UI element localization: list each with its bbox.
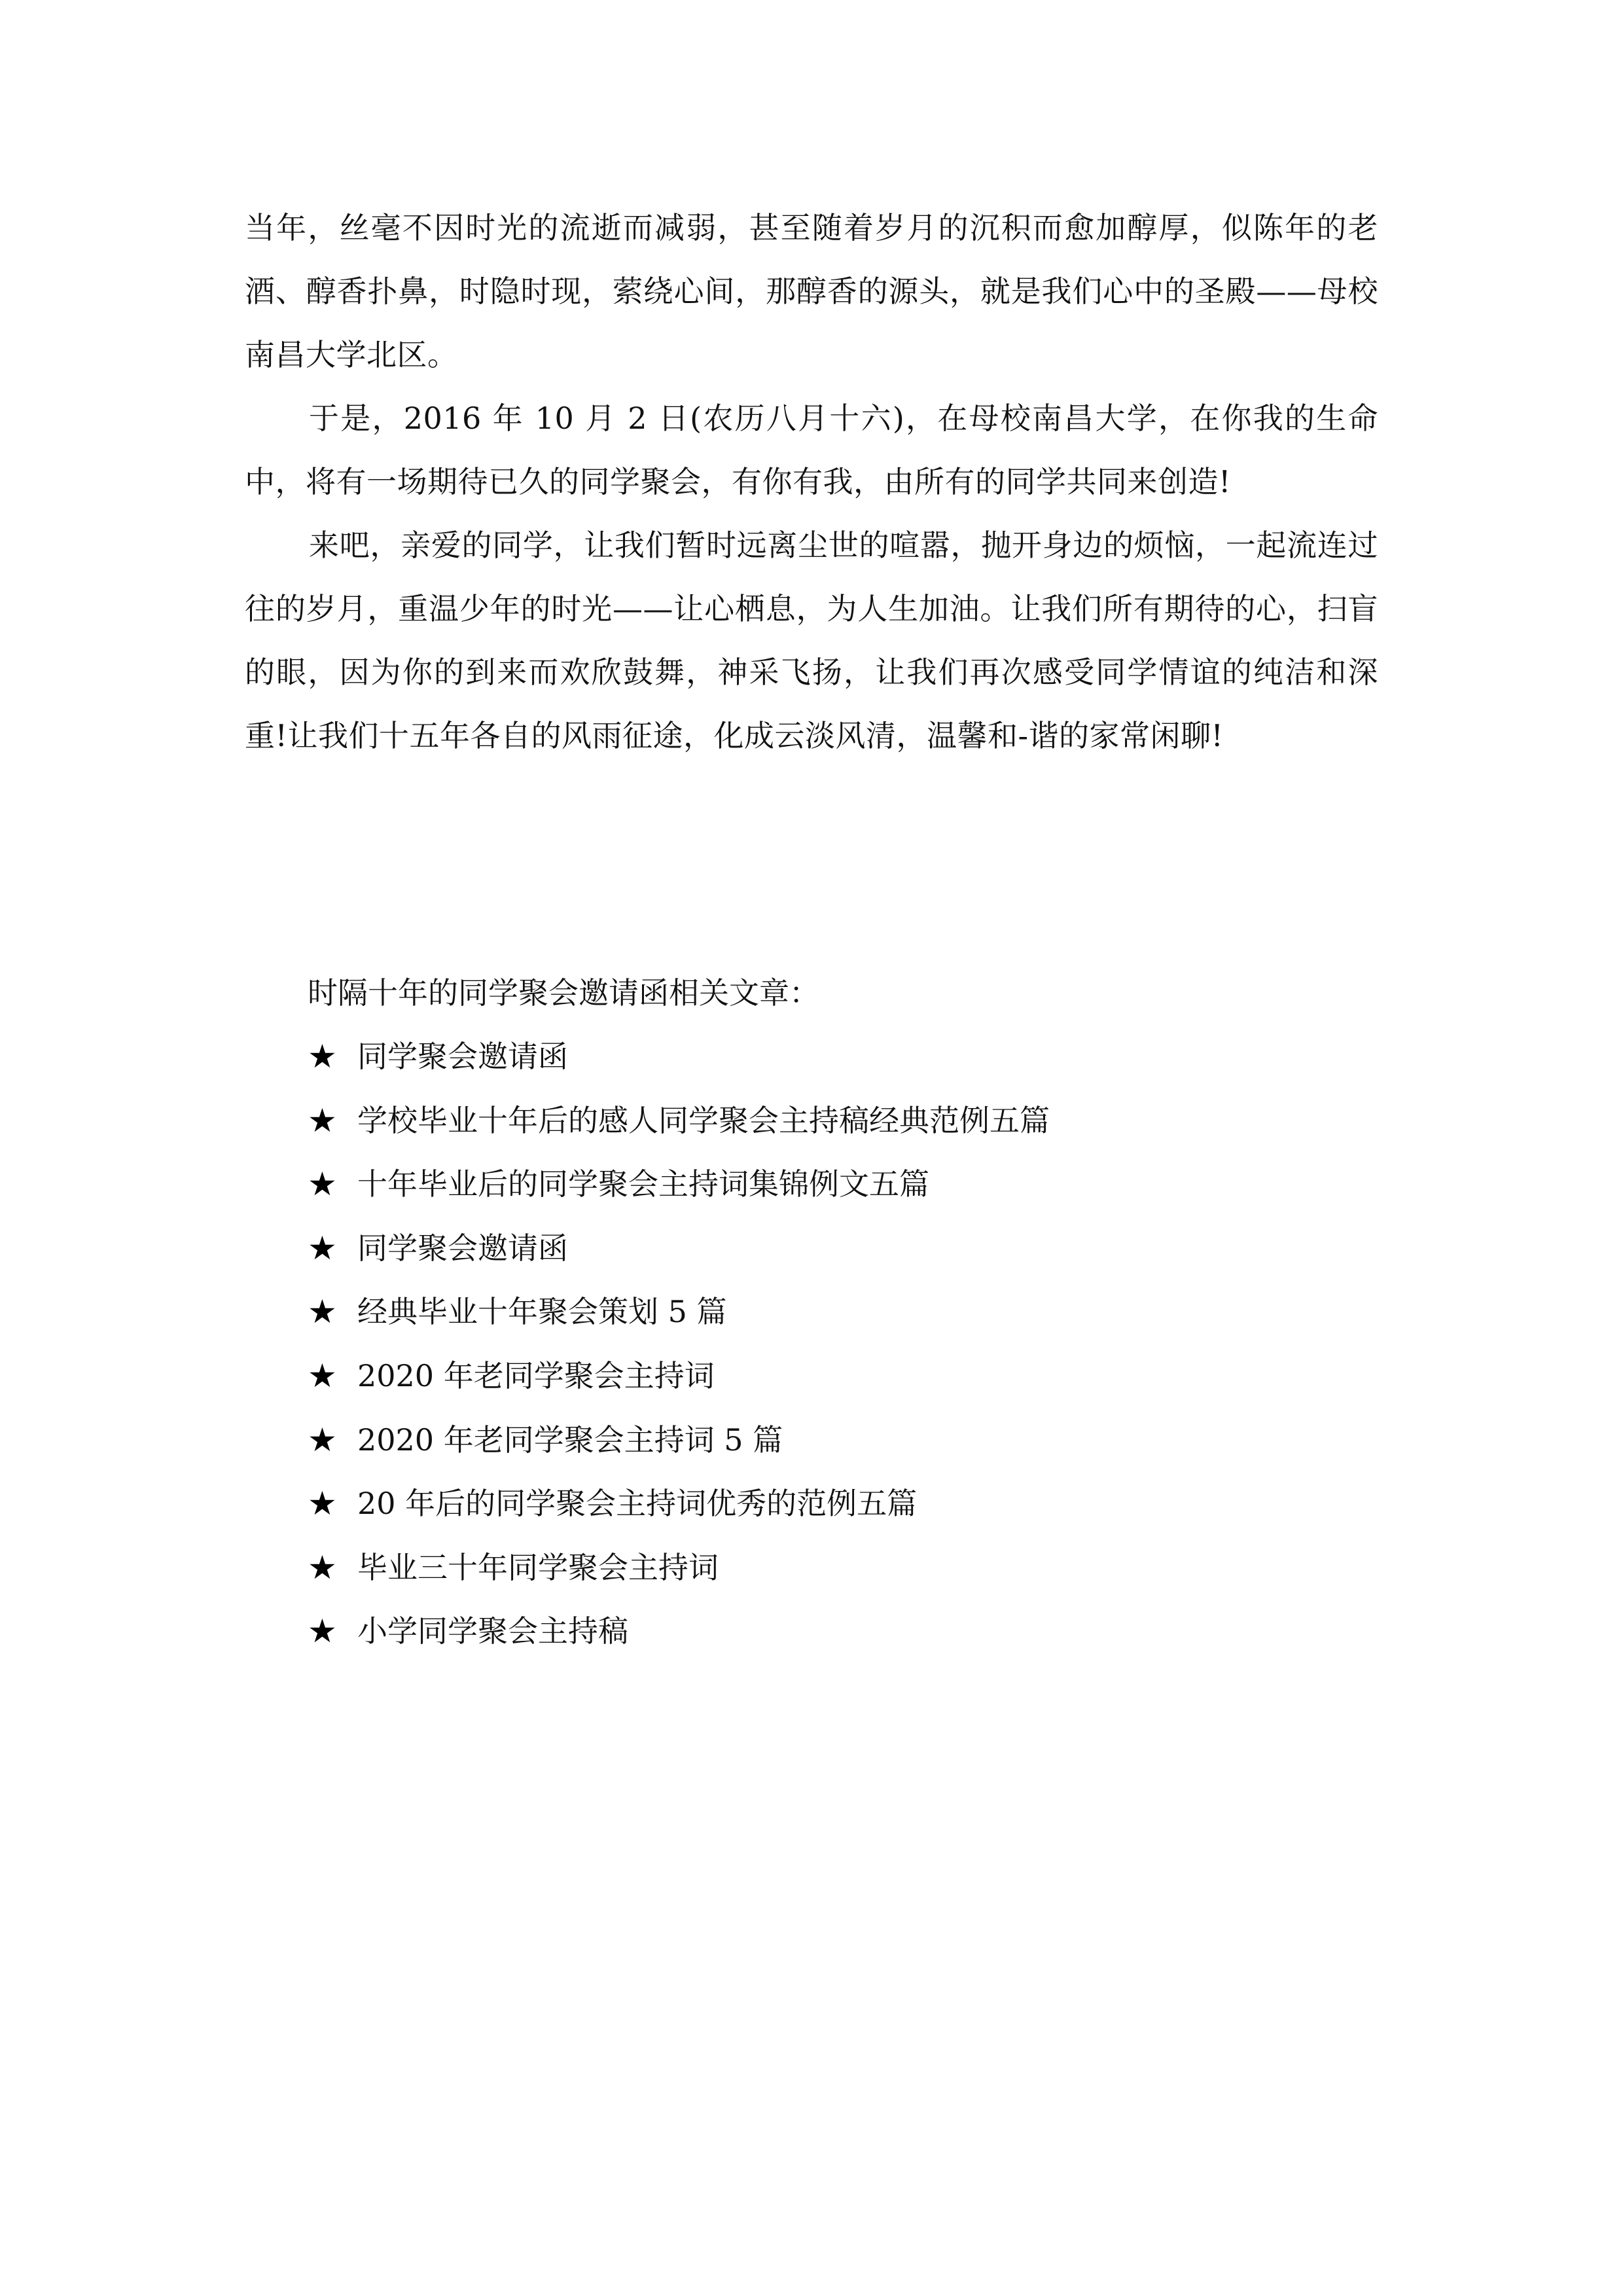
related-article-link[interactable]	[308, 1536, 1355, 1600]
star-icon: ★	[308, 1229, 337, 1267]
related-article-title[interactable]: 同学聚会邀请函	[357, 1039, 568, 1074]
related-article-link[interactable]	[308, 1153, 1355, 1217]
star-icon: ★	[308, 1165, 337, 1204]
related-article-title[interactable]: 十年毕业后的同学聚会主持词集锦例文五篇	[357, 1166, 929, 1202]
related-article-link[interactable]	[308, 1408, 1355, 1473]
related-article-link[interactable]	[308, 1280, 1355, 1344]
related-article-title[interactable]: 2020 年老同学聚会主持词	[357, 1357, 715, 1393]
related-article-title[interactable]: 20 年后的同学聚会主持词优秀的范例五篇	[357, 1486, 918, 1522]
star-icon: ★	[308, 1101, 337, 1139]
related-article-link[interactable]	[308, 1217, 1355, 1281]
star-icon: ★	[308, 1548, 337, 1587]
paragraph-continued: 当年，丝毫不因时光的流逝而减弱，甚至随着岁月的沉积而愈加醇厚，似陈年的老酒、醇香扑鼻，时隐时现，萦绕心间，那醇香的源头，就是我们心中的圣殿——母校南昌大学北区。	[245, 210, 1378, 372]
related-article-link[interactable]	[308, 1344, 1355, 1408]
related-articles-list	[308, 1025, 1355, 1664]
related-articles-title: 时隔十年的同学聚会邀请函相关文章：	[308, 975, 819, 1011]
related-article-title[interactable]: 小学同学聚会主持稿	[357, 1613, 628, 1649]
related-article-title[interactable]: 同学聚会邀请函	[357, 1230, 568, 1266]
star-icon: ★	[308, 1612, 337, 1651]
related-article-title[interactable]: 2020 年老同学聚会主持词 5 篇	[357, 1422, 783, 1458]
related-article-title[interactable]: 经典毕业十年聚会策划 5 篇	[357, 1294, 727, 1330]
related-article-link[interactable]	[308, 1025, 1355, 1089]
related-article-title[interactable]: 学校毕业十年后的感人同学聚会主持稿经典范例五篇	[357, 1102, 1050, 1138]
star-icon: ★	[308, 1037, 337, 1075]
star-icon: ★	[308, 1356, 337, 1395]
paragraph-date: 于是，2016 年 10 月 2 日(农历八月十六)，在母校南昌大学，在你我的生命中，将有一场期待已久的同学聚会，有你有我，由所有的同学共同来创造!	[245, 401, 1378, 499]
related-article-title[interactable]: 毕业三十年同学聚会主持词	[357, 1549, 719, 1585]
star-icon: ★	[308, 1484, 337, 1523]
related-article-link[interactable]	[308, 1600, 1355, 1664]
star-icon: ★	[308, 1420, 337, 1459]
paragraph-invitation: 来吧，亲爱的同学，让我们暂时远离尘世的喧嚣，抛开身边的烦恼，一起流连过往的岁月，重温少年的时光——让心栖息，为人生加油。让我们所有期待的心，扫盲的眼，因为你的到来而欢欣鼓舞，神采飞扬，让我们再次感受同学情谊的纯洁和深重!让我们十五年各自的风雨征途，化成云淡风清，温馨和-谐的家常闲聊!	[245, 528, 1378, 753]
star-icon: ★	[308, 1293, 337, 1331]
article-body	[245, 196, 1378, 768]
related-article-link[interactable]	[308, 1472, 1355, 1536]
related-article-link[interactable]	[308, 1089, 1355, 1153]
related-articles	[308, 961, 1355, 1664]
